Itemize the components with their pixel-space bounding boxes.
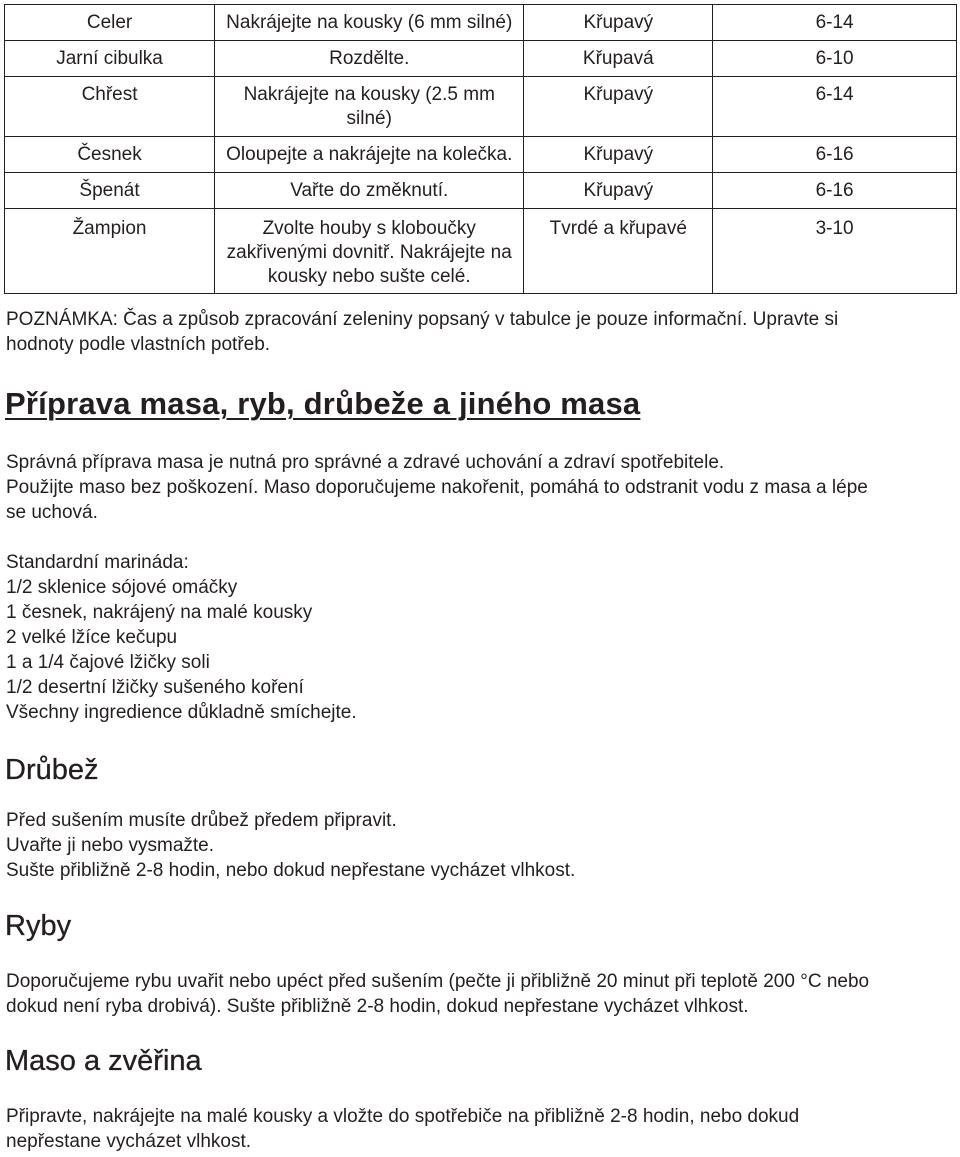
fish-line: dokud není ryba drobivá). Sušte přibližně 2-8 hodin, dokud nepřestane vycházet vlhkost. bbox=[6, 996, 749, 1017]
poultry-line: Sušte přibližně 2-8 hodin, nebo dokud nepřestane vycházet vlhkost. bbox=[6, 860, 576, 881]
game-meat-line: Připravte, nakrájejte na malé kousky a vložte do spotřebiče na přibližně 2-8 hodin, nebo dokud bbox=[6, 1106, 800, 1127]
note-paragraph bbox=[6, 307, 958, 357]
marinade-ingredient: 1/2 sklenice sójové omáčky bbox=[6, 577, 238, 598]
preparation-cell: Vařte do změknutí. bbox=[215, 173, 524, 209]
hours-cell: 6-10 bbox=[713, 41, 957, 77]
note-line: POZNÁMKA: Čas a způsob zpracování zeleniny popsaný v tabulce je pouze informační. Upravte si bbox=[6, 309, 839, 330]
poultry-paragraph bbox=[6, 808, 958, 883]
poultry-line: Před sušením musíte drůbež předem připravit. bbox=[6, 810, 397, 831]
result-cell: Tvrdé a křupavé bbox=[524, 209, 713, 294]
marinade-ingredient: 1/2 desertní lžičky sušeného koření bbox=[6, 677, 304, 698]
meat-intro-paragraph bbox=[6, 450, 958, 525]
game-meat-paragraph bbox=[6, 1104, 958, 1154]
table-row bbox=[5, 41, 957, 77]
intro-line: Správná příprava masa je nutná pro správné a zdravé uchování a zdraví spotřebitele. bbox=[6, 452, 725, 473]
preparation-line: kousky nebo sušte celé. bbox=[267, 266, 471, 287]
poultry-line: Uvařte ji nebo vysmažte. bbox=[6, 835, 215, 856]
vegetable-cell: Chřest bbox=[5, 77, 215, 137]
result-cell: Křupavá bbox=[524, 41, 713, 77]
hours-cell: 6-16 bbox=[713, 137, 957, 173]
preparation-cell: Nakrájejte na kousky (6 mm silné) bbox=[215, 5, 524, 41]
table-row bbox=[5, 137, 957, 173]
hours-cell: 6-14 bbox=[713, 77, 957, 137]
vegetable-cell: Žampion bbox=[5, 209, 215, 294]
preparation-cell: Nakrájejte na kousky (2.5 mm silné) bbox=[215, 77, 524, 137]
table-row bbox=[5, 77, 957, 137]
result-cell: Křupavý bbox=[524, 173, 713, 209]
result-cell: Křupavý bbox=[524, 77, 713, 137]
meat-section-heading: Příprava masa, ryb, drůbeže a jiného masa bbox=[5, 386, 641, 421]
vegetable-cell: Česnek bbox=[5, 137, 215, 173]
fish-heading: Ryby bbox=[5, 910, 72, 942]
game-meat-heading: Maso a zvěřina bbox=[5, 1045, 202, 1077]
hours-cell: 6-14 bbox=[713, 5, 957, 41]
table-row bbox=[5, 5, 957, 41]
hours-cell: 3-10 bbox=[713, 209, 957, 294]
table-row bbox=[5, 173, 957, 209]
marinade-ingredient: 1 a 1/4 čajové lžičky soli bbox=[6, 652, 210, 673]
vegetable-drying-table bbox=[4, 4, 957, 294]
hours-cell: 6-16 bbox=[713, 173, 957, 209]
fish-line: Doporučujeme rybu uvařit nebo upéct před sušením (pečte ji přibližně 20 minut při teplotě 200 °C nebo bbox=[6, 971, 870, 992]
preparation-cell: Rozdělte. bbox=[215, 41, 524, 77]
note-line: hodnoty podle vlastních potřeb. bbox=[6, 334, 271, 355]
marinade-title: Standardní marináda: bbox=[6, 552, 189, 573]
marinade-ingredient: 1 česnek, nakrájený na malé kousky bbox=[6, 602, 313, 623]
vegetable-cell: Jarní cibulka bbox=[5, 41, 215, 77]
fish-paragraph bbox=[6, 969, 958, 1019]
vegetable-cell: Celer bbox=[5, 5, 215, 41]
preparation-cell: Oloupejte a nakrájejte na kolečka. bbox=[215, 137, 524, 173]
preparation-line: Zvolte houby s kloboučky bbox=[262, 218, 476, 239]
result-cell: Křupavý bbox=[524, 5, 713, 41]
game-meat-line: nepřestane vycházet vlhkost. bbox=[6, 1131, 252, 1152]
marinade-recipe bbox=[6, 550, 958, 725]
table-row bbox=[5, 209, 957, 294]
result-cell: Křupavý bbox=[524, 137, 713, 173]
intro-line: se uchová. bbox=[6, 502, 98, 523]
preparation-cell bbox=[215, 209, 524, 294]
marinade-instruction: Všechny ingredience důkladně smíchejte. bbox=[6, 702, 357, 723]
intro-line: Použijte maso bez poškození. Maso doporučujeme nakořenit, pomáhá to odstranit vodu z masa a lépe bbox=[6, 477, 868, 498]
marinade-ingredient: 2 velké lžíce kečupu bbox=[6, 627, 178, 648]
poultry-heading: Drůbež bbox=[5, 754, 99, 786]
vegetable-cell: Špenát bbox=[5, 173, 215, 209]
preparation-line: zakřivenými dovnitř. Nakrájejte na bbox=[226, 242, 512, 263]
